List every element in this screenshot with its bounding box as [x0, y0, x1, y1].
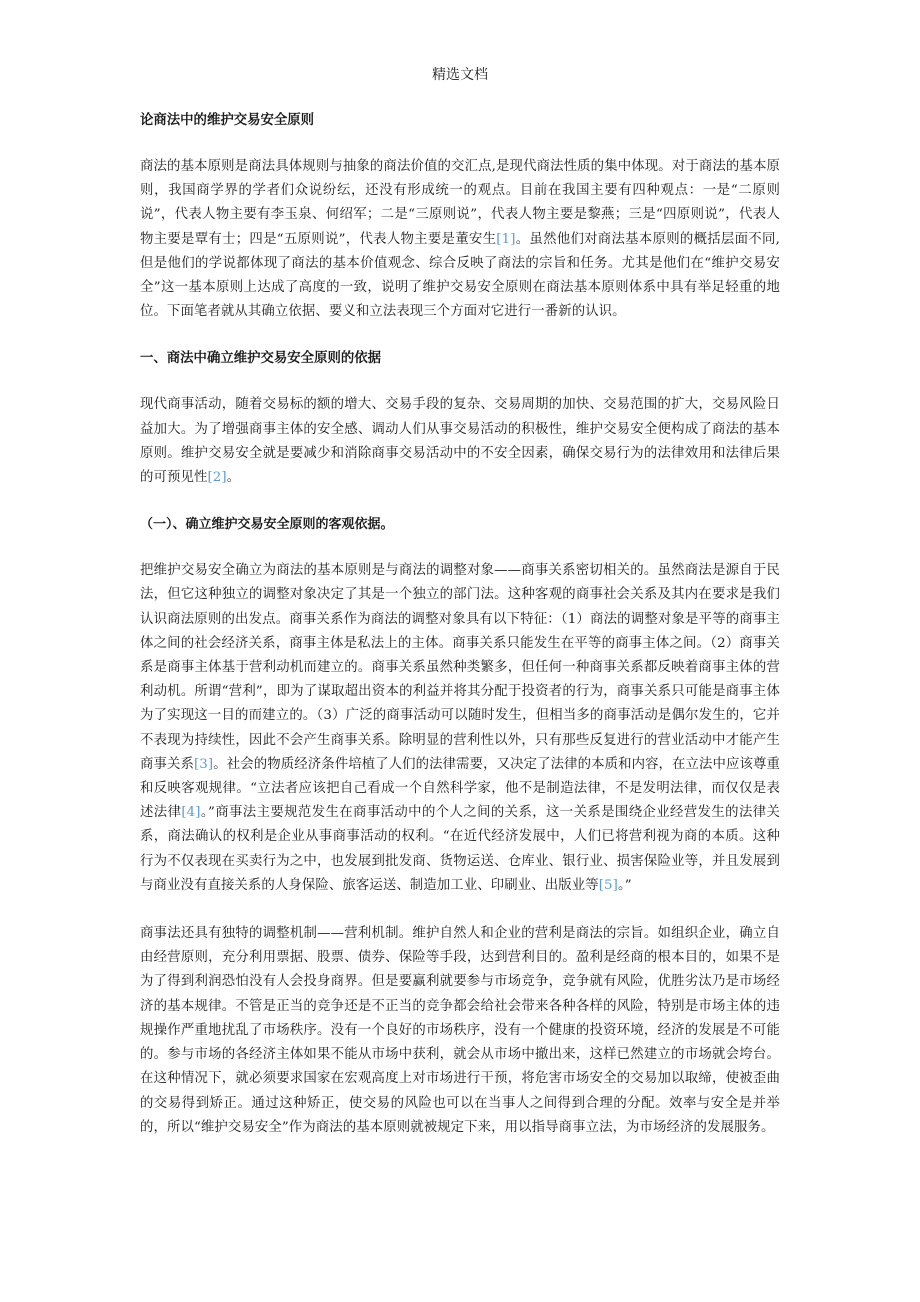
footnote-ref-3[interactable]: [3]: [193, 756, 214, 772]
footnote-ref-1[interactable]: [1]: [496, 231, 516, 247]
document-page: [140, 62, 780, 1164]
text: 现代商事活动，随着交易标的额的增大、交易手段的复杂、交易周期的加快、交易范围的扩大，交易风险日益加大。为了增强商事主体的安全感、调动人们从事交易活动的积极性，维护交易安全便构成了商法的基本原则。维护交易安全就是要减少和消除商事交易活动中的不安全因素，确保交易行为的法律效用和法律后果的可预见性: [140, 397, 780, 486]
footnote-ref-4[interactable]: [4]: [181, 805, 201, 821]
footnote-ref-5[interactable]: [5]: [598, 877, 618, 893]
paragraph-profit-mechanism: 商事法还具有独特的调整机制——营利机制。维护自然人和企业的营利是商法的宗旨。如组织企业，确立自由经营原则，充分利用票据、股票、债券、保险等手段，达到营利目的。盈利是经商的根本目的，如果不是为了得到利润恐怕没有人会投身商界。但是要赢利就要参与市场竞争，竞争就有风险，优胜劣汰乃是市场经济的基本规律。不管是正当的竞争还是不正当的竞争都会给社会带来各种各样的风险，特别是市场主体的违规操作严重地扰乱了市场秩序。没有一个良好的市场秩序，没有一个健康的投资环境，经济的发展是不可能的。参与市场的各经济主体如果不能从市场中获利，就会从市场中撤出来，这样已然建立的市场就会垮台。在这种情况下，就必须要求国家在宏观高度上对市场进行干预，将危害市场安全的交易加以取缔，使被歪曲的交易得到矫正。通过这种矫正，使交易的风险也可以在当事人之间得到合理的分配。效率与安全是并举的，所以“维护交易安全”作为商法的基本原则就被规定下来，用以指导商事立法，为市场经济的发展服务。: [140, 926, 780, 1135]
paragraph-intro: [140, 155, 780, 324]
text: 。: [226, 470, 241, 486]
text: 。”商事法主要规范发生在商事活动中的个人之间的关系，这一关系是围绕企业经营发生的法律关系，商法确认的权利是企业从事商事活动的权利。“在近代经济发展中，人们已将营利视为商的本质。这种行为不仅表现在买卖行为之中，也发展到批发商、货物运送、仓库业、银行业、损害保险业等，并且发展到与商业没有直接关系的人身保险、旅客运送、制造加工业、印刷业、出版业等: [140, 805, 780, 893]
paragraph-modern-commerce: [140, 393, 780, 490]
footnote-ref-2[interactable]: [2]: [207, 470, 227, 486]
text: 。社会的物质经济条件培植了人们的法律需要，又决定了法律的本质和内容，在立法中应该尊重和反映客观规律。“立法者应该把自己看成一个自然科学家，他不是制造法律，不是发明法律，而仅仅是表述法律: [140, 756, 780, 821]
text: 。虽然他们对商法基本原则的概括层面不同,但是他们的学说都体现了商法的基本价值观念、综合反映了商法的宗旨和任务。尤其是他们在“维护交易安全”这一基本原则上达成了高度的一致，说明了维护交易安全原则在商法基本原则体系中具有举足轻重的地位。下面笔者就从其确立依据、要义和立法表现三个方面对它进行一番新的认识。: [140, 231, 781, 320]
document-title: 论商法中的维护交易安全原则: [140, 113, 315, 128]
text: 把维护交易安全确立为商法的基本原则是与商法的调整对象——商事关系密切相关的。虽然商法是源自于民法，但它这种独立的调整对象决定了其是一个独立的部门法。这种客观的商事社会关系及其内在要求是我们认识商法原则的出发点。商事关系作为商法的调整对象具有以下特征：（1）商法的调整对象是平等的商事主体之间的社会经济关系，商事主体是私法上的主体。商事关系只能发生在平等的商事主体之间。（2）商事关系是商事主体基于营利动机而建立的。商事关系虽然种类繁多，但任何一种商事关系都反映着商事主体的营利动机。所谓“营利”，即为了谋取超出资本的利益并将其分配于投资者的行为，商事关系只可能是商事主体为了实现这一目的而建立的。（3）广泛的商事活动可以随时发生，但相当多的商事活动是偶尔发生的，它并不表现为持续性，因此不会产生商事关系。除明显的营利性以外，只有那些反复进行的营业活动中才能产生商事关系: [140, 563, 780, 772]
page-header: 精选文档: [432, 67, 488, 83]
section-heading-1: 一、商法中确立维护交易安全原则的依据: [140, 351, 382, 367]
paragraph-objective-basis: [140, 559, 780, 898]
text: 。”: [617, 877, 632, 893]
text: 商法的基本原则是商法具体规则与抽象的商法价值的交汇点,是现代商法性质的集中体现。对于商法的基本原则，我国商学界的学者们众说纷纭，还没有形成统一的观点。目前在我国主要有四种观点：一是“二原则说”，代表人物主要有李玉泉、何绍军；二是“三原则说”，代表人物主要是黎燕；三是“四原则说”，代表人物主要是覃有士；四是“五原则说”，代表人物主要是董安生: [140, 159, 780, 247]
subsection-heading-1: （一）、确立维护交易安全原则的客观依据。: [140, 517, 394, 533]
